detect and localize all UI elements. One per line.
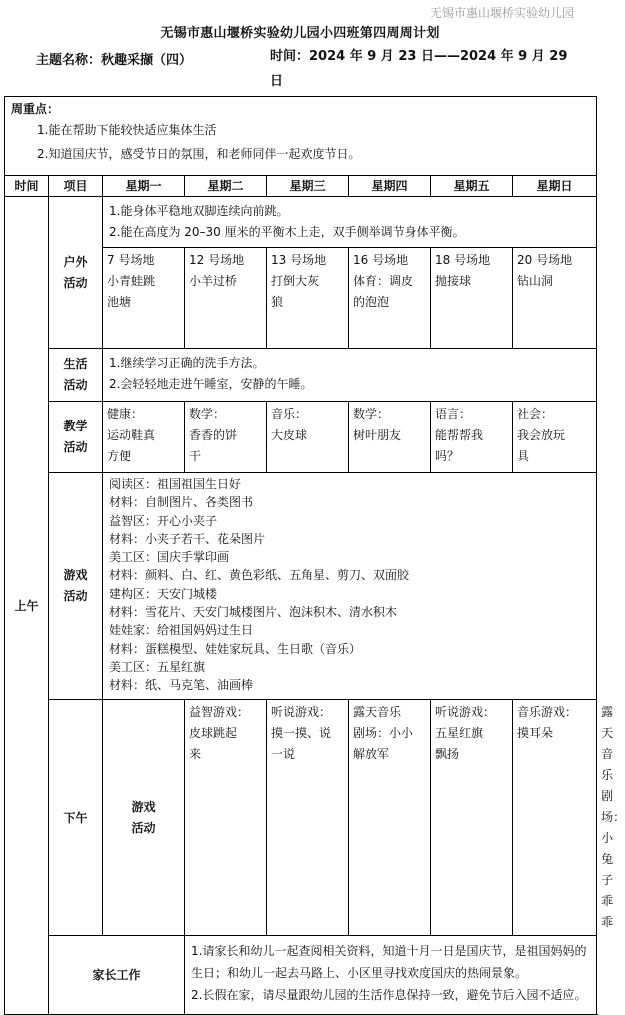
cell-line: 摸耳朵: [517, 726, 554, 740]
cell-line: 解放军: [353, 747, 390, 761]
week-focus-item: 1.能在帮助下能较快适应集体生活: [37, 123, 217, 137]
teach-cell-sun: [513, 402, 597, 473]
game-line: 阅读区：祖国祖国生日好: [109, 477, 242, 491]
label-line: 活动: [63, 378, 88, 392]
header-cell: 星期四: [349, 176, 431, 197]
header-cell: 星期五: [431, 176, 513, 197]
game-line: 益智区：开心小夹子: [109, 513, 218, 528]
cell-line: 音乐：: [271, 407, 308, 421]
date-range: 时间：2024 年 9 月 23 日——2024 年 9 月 29 日: [270, 49, 568, 89]
cell-line: 小青蛙跳: [107, 274, 156, 288]
cell-line: 健康：: [107, 407, 144, 421]
game-activity-label: [49, 473, 103, 700]
label-line: 户外: [63, 254, 88, 269]
outdoor-goal: 1.能身体平稳地双脚连续向前跳。: [109, 204, 289, 218]
label-line: 活动: [131, 820, 156, 835]
teach-cell-fri: [431, 402, 513, 473]
cell-line: 树叶朋友: [353, 428, 402, 442]
life-item: 2.会轻轻地走进午睡室，安静的午睡。: [109, 377, 313, 391]
outdoor-cell-thu: [349, 248, 431, 349]
cell-line: 益智游戏：: [189, 705, 250, 719]
cell-line: 运动鞋真: [107, 428, 156, 442]
week-focus-label: 周重点：: [11, 102, 60, 116]
cell-line: 具: [517, 449, 530, 463]
cell-line: 18 号场地: [435, 253, 491, 267]
pm-cell-wed: [349, 700, 431, 936]
outdoor-goal: 2.能在高度为 20–30 厘米的平衡木上走，双手侧举调节身体平衡。: [109, 225, 465, 239]
afternoon-label: 下午: [49, 700, 103, 936]
cell-line: 语言：: [435, 407, 472, 421]
cell-line: 抛接球: [435, 274, 472, 288]
outdoor-cell-tue: [185, 248, 267, 349]
page-title: 无锡市惠山堰桥实验幼儿园小四班第四周周计划: [160, 26, 440, 41]
cell-line: 音乐游戏：: [517, 705, 578, 719]
week-focus-cell: [5, 97, 597, 176]
cell-line: 20 号场地: [517, 253, 573, 267]
game-line: 材料：蛋糕模型、娃娃家玩具、生日歌（音乐）: [109, 641, 362, 656]
family-item: 1.请家长和幼儿一起查阅相关资料，知道十月一日是国庆节，是祖国妈妈的生日；和幼儿一起去马路上、小区里寻找欢度国庆的热闹景象。: [191, 944, 587, 980]
cell-line: 16 号场地: [353, 253, 409, 267]
cell-line: 五星红旗: [435, 726, 484, 740]
header-cell: 星期二: [185, 176, 267, 197]
game-line: 美工区：国庆手掌印画: [109, 550, 230, 565]
cell-line: 干: [189, 449, 202, 463]
cell-line: 13 号场地: [271, 253, 327, 267]
cell-line: 小羊过桥: [189, 274, 238, 288]
teach-cell-mon: [103, 402, 185, 473]
game-line: 材料：雪花片、天安门城楼图片、泡沫积木、清水积木: [109, 605, 398, 620]
pm-cell-thu: [431, 700, 513, 936]
morning-label: 上午: [5, 197, 49, 1015]
cell-line: 一说: [271, 747, 296, 761]
cell-line: 露天音乐: [353, 705, 402, 719]
cell-line: 体育：调皮: [353, 274, 414, 288]
cell-line: 我会放玩: [517, 428, 566, 442]
cell-line: 方便: [107, 449, 132, 463]
weekly-plan-table: 周重点： 1.能在帮助下能较快适应集体生活 2.知道国庆节，感受节日的氛围，和老师同伴一起欢度节日。 时间 项目 星期一 星期二 星期三 星期四 星期五 星期日 上午 户外 活动 1.能身体平稳地双脚连续向前跳。 2.能在高度为 20–30 厘米的平衡木上走，双手侧举调节身体平衡。 7 号场地 小青蛙跳 池塘 12 号场地 小羊过桥 13 号场地 打倒大灰 狼 16 号场地 体育：调皮 的泡泡 18 号场地 抛接球 20 号场地 钻山洞 生活 活动 1.继续学习正确的洗手方法。 2.会轻轻地走进午睡室，安静的午睡。 教学 活动 健康： 运动鞋真 方便 数学： 香香的饼 干 音乐： 大皮球 数学： 树叶朋友 语言： 能帮帮我 吗？ 社会： 我会放玩 具 游戏 活动 阅读区：祖国祖国生日好 材料：自制图片、各类图书 益智区：开心小夹子 材料：小夹子若干、花朵图片 美工区：国庆手掌印画 材料：颜料、白、红、黄色彩纸、五角星、剪刀、双面胶 建构区：天安门城楼 材料：雪花片、天安门城楼图片、泡沫积木、清水积木 娃娃家：给祖国妈妈过生日 材料：蛋糕模型、娃娃家玩具、生日歌（音乐） 美工区：五星红旗 材料：纸、马克笔、油画棒 下午 游戏 活动 益智游戏： 皮球跳起 来 听说游戏： 摸一摸、说 一说 露天音乐 剧场：小小 解放军 听说游戏： 五星红旗 飘扬 音乐游戏： 摸耳朵 露天音乐 剧场：小兔 子乖乖 家长工作 1.请家长和幼儿一起查阅相关资料，知道十月一日是国庆节，是祖国妈妈的生日；和幼儿一起去马路上、小区里寻找欢度国庆的热闹景象。 2.长假在家，请尽量跟幼儿园的生活作息保持一致，避免节后入园不适应。: [4, 96, 597, 1015]
label-line: 活动: [63, 275, 88, 290]
label-line: 生活: [63, 357, 88, 371]
cell-line: 摸一摸、说: [271, 726, 332, 740]
afternoon-game-label: [103, 700, 185, 936]
header-cell: 项目: [49, 176, 103, 197]
game-line: 材料：纸、马克笔、油画棒: [109, 678, 254, 693]
pm-cell-tue: [267, 700, 349, 936]
cell-line: 听说游戏：: [435, 705, 496, 719]
cell-line: 飘扬: [435, 747, 460, 761]
game-line: 建构区：天安门城楼: [109, 586, 218, 601]
cell-line: 狼: [271, 295, 284, 309]
cell-line: 剧场：小小: [353, 726, 414, 740]
cell-line: 12 号场地: [189, 253, 245, 267]
header-cell: 星期三: [267, 176, 349, 197]
label-line: 教学: [63, 419, 88, 433]
pm-cell-mon: [185, 700, 267, 936]
header-cell: 时间: [5, 176, 49, 197]
teach-cell-thu: [349, 402, 431, 473]
label-line: 游戏: [63, 568, 88, 582]
family-work-content: [185, 936, 597, 1015]
cell-line: 能帮帮我: [435, 428, 484, 442]
outdoor-cell-fri: [431, 248, 513, 349]
cell-line: 池塘: [107, 295, 132, 309]
teach-cell-wed: [267, 402, 349, 473]
game-activity-content: [103, 473, 597, 700]
cell-line: 香香的饼: [189, 428, 238, 442]
theme-name: 主题名称：秋趣采撷（四）: [36, 53, 193, 68]
cell-line: 钻山洞: [517, 274, 554, 288]
cell-line: 吗？: [435, 449, 460, 463]
life-item: 1.继续学习正确的洗手方法。: [109, 356, 265, 370]
cell-line: 来: [189, 747, 202, 761]
game-line: 美工区：五星红旗: [109, 659, 206, 674]
cell-line: 的泡泡: [353, 295, 390, 309]
label-line: 游戏: [131, 799, 156, 814]
cell-line: 大皮球: [271, 428, 308, 442]
game-line: 材料：颜料、白、红、黄色彩纸、五角星、剪刀、双面胶: [109, 568, 410, 583]
cell-line: 听说游戏：: [271, 705, 332, 719]
family-item: 2.长假在家，请尽量跟幼儿园的生活作息保持一致，避免节后入园不适应。: [191, 988, 587, 1002]
teaching-activity-label: [49, 402, 103, 473]
header-row: [5, 176, 597, 197]
cell-line: 皮球跳起: [189, 726, 238, 740]
cell-line: 数学：: [189, 407, 226, 421]
outdoor-cell-wed: [267, 248, 349, 349]
game-line: 娃娃家：给祖国妈妈过生日: [109, 623, 254, 638]
family-work-label: 家长工作: [49, 936, 185, 1015]
pm-cell-fri: [513, 700, 597, 936]
cell-line: 社会：: [517, 407, 554, 421]
cell-line: 数学：: [353, 407, 390, 421]
outdoor-activity-label: [49, 197, 103, 349]
header-cell: 星期一: [103, 176, 185, 197]
cell-line: 打倒大灰: [271, 274, 320, 288]
game-line: 材料：小夹子若干、花朵图片: [109, 531, 266, 546]
life-activity-content: [103, 349, 597, 402]
outdoor-cell-sun: [513, 248, 597, 349]
cell-line: 7 号场地: [107, 253, 155, 267]
life-activity-label: [49, 349, 103, 402]
outdoor-cell-mon: [103, 248, 185, 349]
game-line: 材料：自制图片、各类图书: [109, 495, 254, 510]
label-line: 活动: [63, 589, 88, 603]
watermark-text: 无锡市惠山堰桥实验幼儿园: [429, 6, 574, 20]
week-focus-item: 2.知道国庆节，感受节日的氛围，和老师同伴一起欢度节日。: [37, 147, 361, 161]
teach-cell-tue: [185, 402, 267, 473]
outdoor-goals: [103, 197, 597, 248]
header-cell: 星期日: [513, 176, 597, 197]
label-line: 活动: [63, 440, 88, 454]
